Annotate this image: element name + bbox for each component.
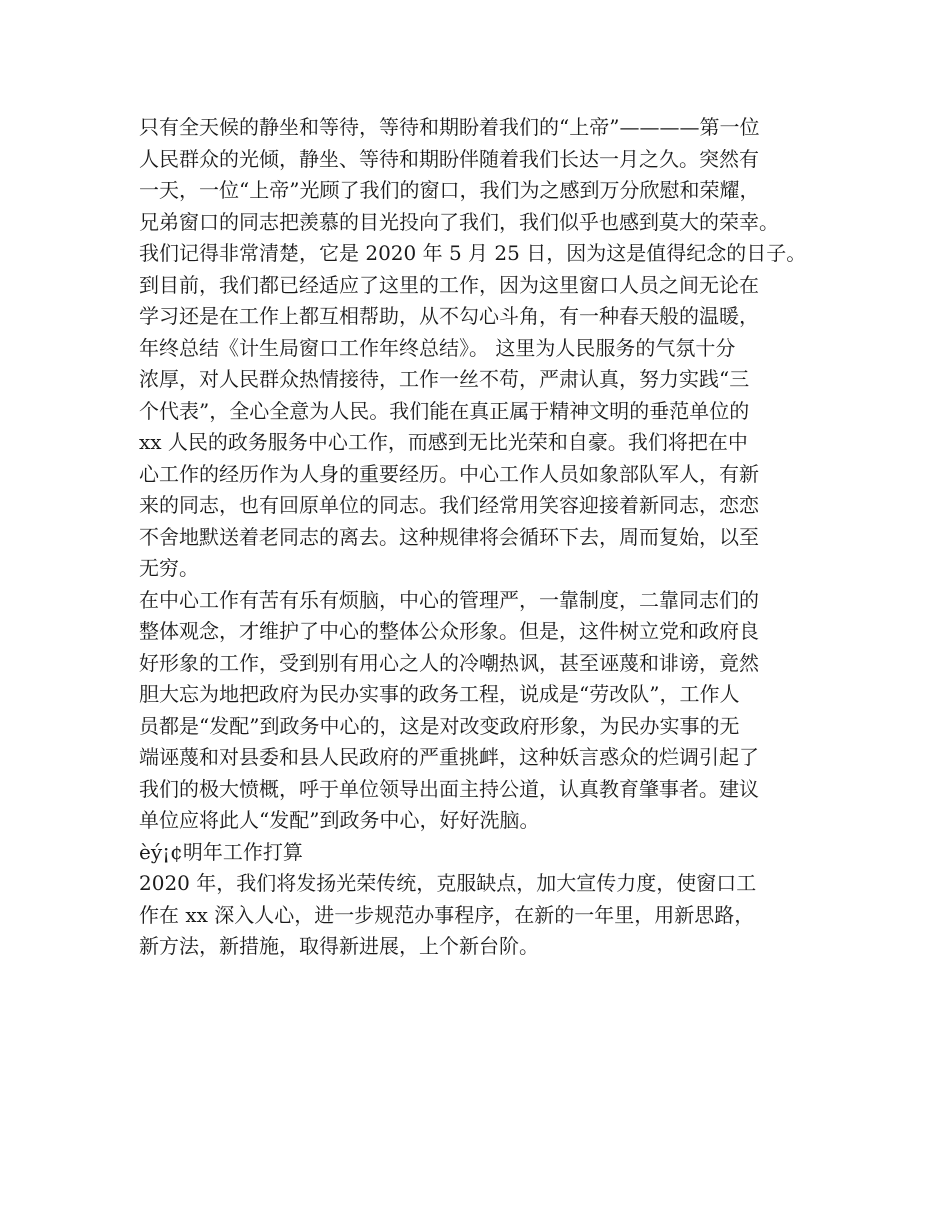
text-line: 在中心工作有苦有乐有烦脑，中心的管理严，一靠制度，二靠同志们的 [139, 587, 759, 612]
section-heading: èý¡¢明年工作打算 [139, 839, 303, 864]
text-line: 一天，一位“上帝”光顾了我们的窗口，我们为之感到万分欣慰和荣耀， [139, 178, 760, 202]
text-line: 年终总结《计生局窗口工作年终总结》。 这里为人民服务的气氛十分 [139, 335, 736, 360]
text-line: 作在 xx 深入人心，进一步规范办事程序，在新的一年里，用新思路， [139, 902, 755, 927]
text-line: 无穷。 [139, 556, 199, 580]
text-line: 2020 年，我们将发扬光荣传统，克服缺点，加大宣传力度，使窗口工 [139, 871, 757, 895]
text-line: 端诬蔑和对县委和县人民政府的严重挑衅，这种妖言惑众的烂调引起了 [139, 745, 759, 769]
text-line: 兄弟窗口的同志把羡慕的目光投向了我们，我们似乎也感到莫大的荣幸。 [139, 209, 779, 234]
text-line: 个代表”，全心全意为人民。我们能在真正属于精神文明的垂范单位的 [139, 398, 750, 423]
text-line: 新方法，新措施，取得新进展，上个新台阶。 [139, 934, 539, 958]
text-line: 员都是“发配”到政务中心的，这是对改变政府形象，为民办实事的无 [139, 713, 740, 738]
text-line: 不舍地默送着老同志的离去。这种规律将会循环下去，周而复始，以至 [139, 524, 759, 549]
text-line: 只有全天候的静坐和等待，等待和期盼着我们的“上帝”————第一位 [139, 115, 760, 139]
text-line: 我们的极大愤概，呼于单位领导出面主持公道，认真教育肇事者。建议 [139, 776, 759, 801]
text-line: xx 人民的政务服务中心工作，而感到无比光荣和自豪。我们将把在中 [139, 430, 748, 454]
text-line: 人民群众的光倾，静坐、等待和期盼伴随着我们长达一月之久。突然有 [139, 146, 759, 171]
text-line: 心工作的经历作为人身的重要经历。中心工作人员如象部队军人，有新 [139, 461, 759, 486]
body-text [139, 112, 829, 963]
text-line: 胆大忘为地把政府为民办实事的政务工程，说成是“劳改队”，工作人 [139, 682, 740, 706]
text-line: 我们记得非常清楚，它是 2020 年 5 月 25 日，因为这是值得纪念的日子。 [139, 241, 807, 265]
text-line: 整体观念，才维护了中心的整体公众形象。但是，这件树立党和政府良 [139, 619, 759, 643]
text-line: 好形象的工作，受到别有用心之人的冷嘲热讽，甚至诬蔑和诽谤，竟然 [139, 650, 759, 675]
text-line: 浓厚，对人民群众热情接待，工作一丝不苟，严肃认真，努力实践“三 [139, 367, 750, 391]
text-line: 单位应将此人“发配”到政务中心，好好洗脑。 [139, 808, 540, 832]
text-line: 到目前，我们都已经适应了这里的工作，因为这里窗口人员之间无论在 [139, 272, 759, 297]
text-line: 学习还是在工作上都互相帮助，从不勾心斗角，有一种春天般的温暖， [139, 304, 759, 328]
text-line: 来的同志，也有回原单位的同志。我们经常用笑容迎接着新同志，恋恋 [139, 493, 759, 517]
